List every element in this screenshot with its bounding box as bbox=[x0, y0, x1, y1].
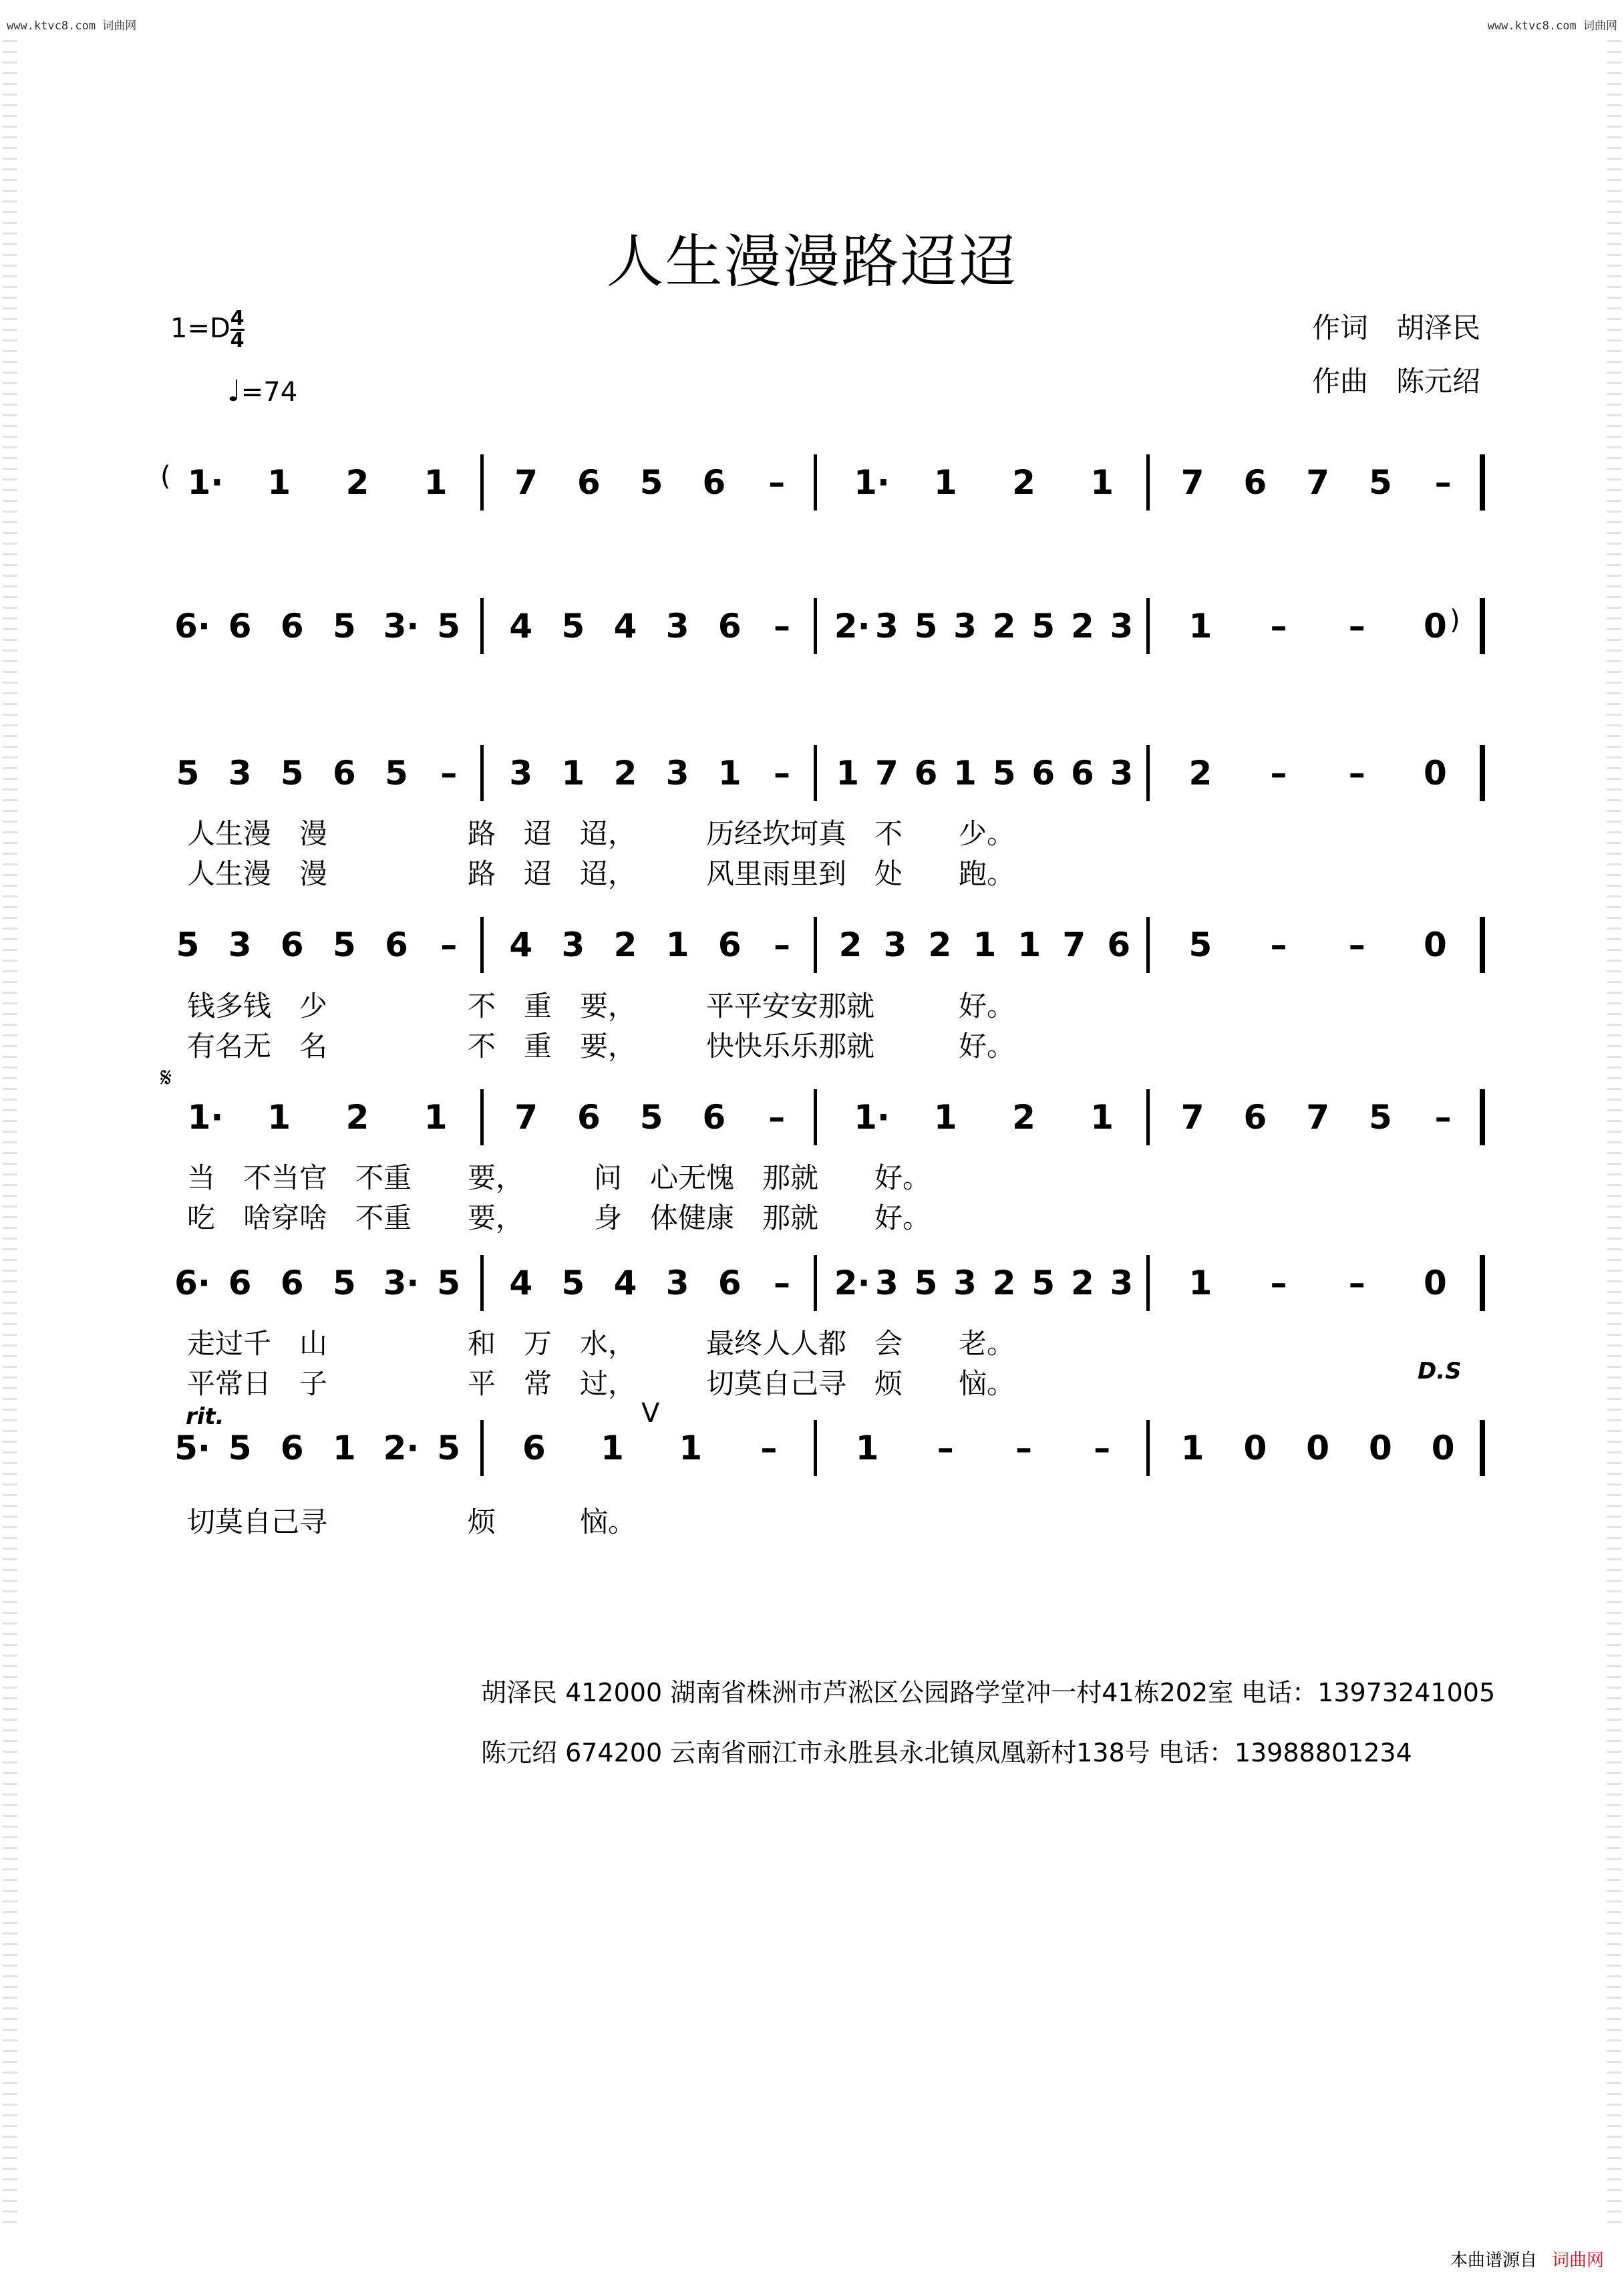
note: 6 bbox=[280, 925, 304, 964]
note: 5 bbox=[437, 1264, 461, 1302]
note: 5 bbox=[333, 607, 356, 646]
note: 7 bbox=[1180, 1098, 1204, 1137]
note: 5 bbox=[639, 463, 663, 502]
note: 4 bbox=[509, 925, 533, 964]
note: 5 bbox=[1031, 1264, 1055, 1302]
note: 4 bbox=[613, 1264, 637, 1302]
lyricist-credit: 作词 胡泽民 bbox=[1312, 311, 1481, 344]
note: 2 bbox=[928, 925, 952, 964]
extension-dash: – bbox=[1270, 1264, 1287, 1302]
note: 1 bbox=[1090, 463, 1114, 502]
note: 5 bbox=[639, 1098, 663, 1137]
barline bbox=[1480, 917, 1485, 973]
lyric-line: 走过千 山 和 万 水， 最终人人都 会 老。 bbox=[187, 1327, 1015, 1360]
barline bbox=[1480, 1089, 1485, 1145]
note: 1 bbox=[933, 1098, 957, 1137]
note: 7 bbox=[514, 1098, 538, 1137]
barline bbox=[1480, 1255, 1485, 1311]
note: 6 bbox=[702, 1098, 726, 1137]
barline bbox=[814, 745, 817, 801]
footer-site-link[interactable]: 词曲网 bbox=[1551, 2251, 1604, 2271]
note: 7 bbox=[514, 463, 538, 502]
lyric-line: 吃 啥穿啥 不重 要， 身 体健康 那就 好。 bbox=[187, 1201, 931, 1234]
extension-dash: – bbox=[440, 925, 458, 964]
extension-dash: – bbox=[1270, 925, 1287, 964]
note: 6 bbox=[228, 1264, 252, 1302]
barline bbox=[1146, 1255, 1150, 1311]
note: 5 bbox=[1368, 1098, 1392, 1137]
note: 7 bbox=[874, 754, 899, 793]
barline bbox=[1146, 1420, 1150, 1476]
ds-marking: D.S bbox=[1418, 1358, 1462, 1385]
note: 1 bbox=[424, 463, 448, 502]
note: 3 bbox=[874, 607, 899, 646]
note: 2 bbox=[1012, 463, 1035, 502]
note: 3 bbox=[228, 925, 252, 964]
lyric-line: 当 不当官 不重 要， 问 心无愧 那就 好。 bbox=[187, 1161, 931, 1194]
note: 5 bbox=[437, 607, 461, 646]
extension-dash: – bbox=[1434, 1098, 1452, 1137]
note: 1 bbox=[1017, 925, 1041, 964]
barline bbox=[1146, 598, 1150, 654]
note: 1 bbox=[267, 463, 291, 502]
note: 0 bbox=[1424, 754, 1447, 793]
barline bbox=[1146, 454, 1150, 511]
left-margin-strip bbox=[3, 40, 17, 2232]
note: 2 bbox=[838, 925, 862, 964]
barline bbox=[814, 1255, 817, 1311]
note: 3 bbox=[228, 754, 252, 793]
note: 4 bbox=[613, 607, 637, 646]
barline bbox=[1146, 1089, 1150, 1145]
note: 2 bbox=[992, 607, 1016, 646]
lyric-line: 人生漫 漫 路 迢 迢， 历经坎坷真 不 少。 bbox=[187, 817, 1015, 850]
note: 3· bbox=[383, 1264, 420, 1302]
note: 0 bbox=[1368, 1429, 1392, 1467]
note: 3 bbox=[561, 925, 585, 964]
note: 2 bbox=[1070, 607, 1094, 646]
extension-dash: – bbox=[768, 1098, 786, 1137]
note: 6 bbox=[717, 607, 742, 646]
contact-composer: 陈元绍 674200 云南省丽江市永胜县永北镇凤凰新村138号 电话：13988801234 bbox=[481, 1738, 1412, 1767]
note: 1 bbox=[665, 925, 689, 964]
note: 5 bbox=[992, 754, 1016, 793]
note: 2 bbox=[613, 754, 637, 793]
note: 1 bbox=[717, 754, 742, 793]
note: 1 bbox=[855, 1429, 879, 1467]
extension-dash: – bbox=[1348, 1264, 1365, 1302]
note: 2· bbox=[834, 607, 870, 646]
extension-dash: – bbox=[773, 925, 790, 964]
tempo-marking bbox=[227, 374, 297, 408]
note: 7 bbox=[1306, 1098, 1330, 1137]
note: 6 bbox=[280, 1264, 304, 1302]
barline bbox=[1146, 917, 1150, 973]
extension-dash: – bbox=[1348, 607, 1365, 646]
score-row bbox=[155, 1255, 1491, 1311]
note: 1· bbox=[187, 463, 224, 502]
lyric-line: 平常日 子 平 常 过， 切莫自己寻 烦 恼。 bbox=[187, 1367, 1015, 1400]
score-row bbox=[155, 1089, 1491, 1145]
right-margin-strip bbox=[1607, 40, 1621, 2232]
note: 5 bbox=[280, 754, 304, 793]
note: 6 bbox=[914, 754, 938, 793]
note: 7 bbox=[1306, 463, 1330, 502]
note: 1 bbox=[267, 1098, 291, 1137]
note: 3 bbox=[509, 754, 533, 793]
note: 5 bbox=[914, 607, 938, 646]
barline bbox=[1480, 1420, 1485, 1476]
note: 2 bbox=[992, 1264, 1016, 1302]
time-signature bbox=[230, 309, 245, 351]
extension-dash: – bbox=[773, 607, 790, 646]
lyric-line: 有名无 名 不 重 要， 快快乐乐那就 好。 bbox=[187, 1030, 1015, 1062]
note: 6 bbox=[717, 925, 742, 964]
extension-dash: – bbox=[1270, 754, 1287, 793]
note: 6 bbox=[717, 1264, 742, 1302]
tempo-value: =74 bbox=[240, 377, 298, 408]
note: 1 bbox=[1188, 607, 1212, 646]
key-signature bbox=[170, 309, 245, 351]
barline bbox=[814, 917, 817, 973]
score-row bbox=[155, 454, 1491, 511]
barline bbox=[1480, 745, 1485, 801]
barline bbox=[814, 598, 817, 654]
extension-dash: – bbox=[1015, 1429, 1032, 1467]
note: 5 bbox=[1031, 607, 1055, 646]
barline bbox=[1146, 745, 1150, 801]
note: 5 bbox=[333, 1264, 356, 1302]
note: 1· bbox=[854, 1098, 890, 1137]
note: 3 bbox=[883, 925, 907, 964]
note: 5 bbox=[176, 754, 200, 793]
note: 6· bbox=[174, 1264, 210, 1302]
note: 6 bbox=[280, 1429, 304, 1467]
note: 0 bbox=[1424, 1264, 1447, 1302]
barline bbox=[814, 1089, 817, 1145]
note: 3 bbox=[1110, 754, 1134, 793]
note: 5 bbox=[914, 1264, 938, 1302]
note: 1 bbox=[933, 463, 957, 502]
note: 5 bbox=[333, 925, 356, 964]
score-row bbox=[155, 598, 1491, 654]
note: 1· bbox=[187, 1098, 224, 1137]
key-text: 1=D bbox=[170, 313, 230, 344]
note: 3 bbox=[1110, 1264, 1134, 1302]
extension-dash: – bbox=[760, 1429, 778, 1467]
score-row bbox=[155, 745, 1491, 801]
note: 5 bbox=[437, 1429, 461, 1467]
note: 6 bbox=[1243, 1098, 1267, 1137]
footer-source: 本曲谱源自 bbox=[1450, 2251, 1537, 2271]
note: 2 bbox=[613, 925, 637, 964]
time-top: 4 bbox=[230, 307, 245, 330]
time-bottom: 4 bbox=[230, 329, 245, 352]
note: 1 bbox=[973, 925, 997, 964]
note: 6 bbox=[1107, 925, 1131, 964]
note: 4 bbox=[509, 607, 533, 646]
note: 5 bbox=[1188, 925, 1212, 964]
note: 6 bbox=[702, 463, 726, 502]
note: 6 bbox=[280, 607, 304, 646]
song-title: 人生漫漫路迢迢 bbox=[606, 229, 1018, 295]
note: 6 bbox=[1070, 754, 1094, 793]
note: 1 bbox=[333, 1429, 356, 1467]
note: 2 bbox=[1070, 1264, 1094, 1302]
barline bbox=[814, 454, 817, 511]
note: 6 bbox=[577, 463, 601, 502]
extension-dash: – bbox=[773, 754, 790, 793]
note: 6 bbox=[577, 1098, 601, 1137]
note: 2 bbox=[345, 1098, 369, 1137]
score-row bbox=[155, 1420, 1491, 1476]
barline bbox=[480, 745, 484, 801]
barline bbox=[480, 598, 484, 654]
note: 3 bbox=[953, 607, 977, 646]
note: 1 bbox=[1180, 1429, 1204, 1467]
composer-credit: 作曲 陈元绍 bbox=[1312, 365, 1481, 398]
note: 1 bbox=[1188, 1264, 1212, 1302]
site-watermark-left: www.ktvc8.com 词曲网 bbox=[7, 19, 137, 33]
lyric-line: 钱多钱 少 不 重 要， 平平安安那就 好。 bbox=[187, 990, 1015, 1022]
breath-mark: V bbox=[641, 1398, 660, 1429]
barline bbox=[480, 1089, 484, 1145]
note: 0 bbox=[1431, 1429, 1455, 1467]
note: 5 bbox=[385, 754, 408, 793]
note: 0 bbox=[1424, 925, 1447, 964]
note: 6 bbox=[385, 925, 408, 964]
note: 5 bbox=[1368, 463, 1392, 502]
note: 2 bbox=[1188, 754, 1212, 793]
barline bbox=[814, 1420, 817, 1476]
barline bbox=[1480, 454, 1485, 511]
extension-dash: – bbox=[773, 1264, 790, 1302]
note: 3 bbox=[874, 1264, 899, 1302]
note: 5 bbox=[228, 1429, 252, 1467]
extension-dash: – bbox=[1348, 925, 1365, 964]
barline bbox=[480, 1255, 484, 1311]
note: 2· bbox=[834, 1264, 870, 1302]
note: 1 bbox=[836, 754, 860, 793]
quarter-note-icon: ♩ bbox=[227, 374, 241, 408]
note: 5 bbox=[176, 925, 200, 964]
note: 6 bbox=[522, 1429, 546, 1467]
intro-paren-close: ) bbox=[1450, 605, 1460, 635]
note: 1· bbox=[854, 463, 890, 502]
lyric-line: 切莫自己寻 烦 恼。 bbox=[187, 1506, 637, 1538]
note: 5 bbox=[561, 1264, 585, 1302]
note: 0 bbox=[1243, 1429, 1267, 1467]
note: 5 bbox=[561, 607, 585, 646]
extension-dash: – bbox=[1348, 754, 1365, 793]
note: 6 bbox=[333, 754, 356, 793]
note: 2 bbox=[345, 463, 369, 502]
note: 6 bbox=[228, 607, 252, 646]
intro-paren-open: ( bbox=[160, 461, 171, 492]
note: 3 bbox=[665, 754, 689, 793]
note: 5· bbox=[174, 1429, 210, 1467]
site-watermark-right: www.ktvc8.com 词曲网 bbox=[1487, 19, 1617, 33]
segno-sign: 𝄋 bbox=[160, 1062, 172, 1093]
note: 3· bbox=[383, 607, 420, 646]
note: 0 bbox=[1424, 607, 1447, 646]
note: 1 bbox=[953, 754, 977, 793]
extension-dash: – bbox=[1094, 1429, 1111, 1467]
rit-marking: rit. bbox=[186, 1403, 224, 1430]
note: 4 bbox=[509, 1264, 533, 1302]
lyric-line: 人生漫 漫 路 迢 迢， 风里雨里到 处 跑。 bbox=[187, 857, 1015, 890]
note: 1 bbox=[679, 1429, 703, 1467]
note: 6 bbox=[1031, 754, 1055, 793]
note: 1 bbox=[601, 1429, 624, 1467]
barline bbox=[480, 917, 484, 973]
note: 3 bbox=[953, 1264, 977, 1302]
note: 3 bbox=[665, 607, 689, 646]
barline bbox=[480, 1420, 484, 1476]
note: 6 bbox=[1243, 463, 1267, 502]
contact-lyricist: 胡泽民 412000 湖南省株洲市芦淞区公园路学堂冲一村41栋202室 电话：13973241005 bbox=[481, 1678, 1496, 1707]
note: 3 bbox=[665, 1264, 689, 1302]
note: 1 bbox=[1090, 1098, 1114, 1137]
note: 1 bbox=[424, 1098, 448, 1137]
note: 7 bbox=[1180, 463, 1204, 502]
note: 7 bbox=[1062, 925, 1086, 964]
note: 0 bbox=[1306, 1429, 1330, 1467]
score-row bbox=[155, 917, 1491, 973]
note: 2· bbox=[383, 1429, 420, 1467]
barline bbox=[1480, 598, 1485, 654]
note: 6· bbox=[174, 607, 210, 646]
note: 2 bbox=[1012, 1098, 1035, 1137]
extension-dash: – bbox=[1270, 607, 1287, 646]
note: 1 bbox=[561, 754, 585, 793]
extension-dash: – bbox=[768, 463, 786, 502]
extension-dash: – bbox=[440, 754, 458, 793]
extension-dash: – bbox=[937, 1429, 954, 1467]
barline bbox=[480, 454, 484, 511]
extension-dash: – bbox=[1434, 463, 1452, 502]
note: 3 bbox=[1110, 607, 1134, 646]
